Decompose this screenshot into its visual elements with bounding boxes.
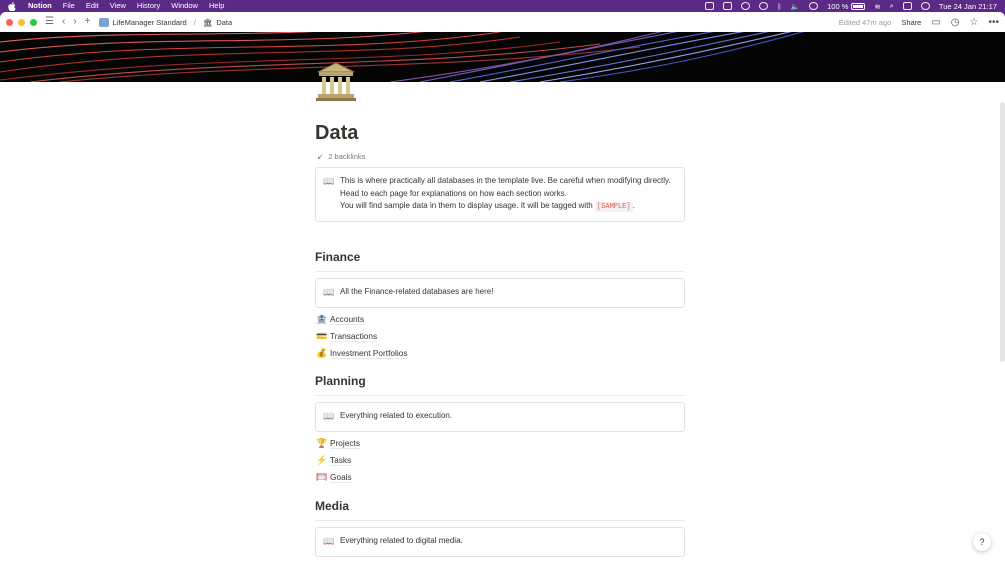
backlinks[interactable] [317, 152, 365, 161]
bank-building-icon[interactable] [314, 60, 358, 104]
breadcrumb [99, 18, 233, 27]
play-icon[interactable] [809, 2, 818, 10]
page-title[interactable]: Data [315, 122, 359, 144]
workspace-icon [99, 18, 109, 27]
sample-tag-code: [SAMPLE] [596, 203, 631, 211]
credit-card-icon: 💳 [316, 331, 328, 341]
status-app-icon[interactable] [705, 2, 714, 10]
open-book-icon: 📖 [323, 176, 335, 186]
battery-status[interactable] [827, 2, 865, 11]
intro-line-1: This is where practically all databases in the template live. Be careful when modifying directly. [340, 176, 671, 185]
window-titlebar [0, 12, 1005, 32]
page-link-label: Accounts [330, 314, 365, 324]
page-link-transactions[interactable] [316, 331, 377, 342]
page-cover[interactable] [0, 32, 1005, 82]
menu-view[interactable]: View [109, 1, 126, 10]
status-sync-icon[interactable] [741, 2, 750, 10]
page-link-label: Goals [330, 472, 352, 482]
macos-menu-bar [0, 0, 1005, 12]
cover-image [0, 32, 1005, 82]
menu-window[interactable]: Window [171, 1, 198, 10]
minimize-window-button[interactable] [18, 19, 25, 26]
open-book-icon: 📖 [323, 287, 335, 297]
finance-heading[interactable]: Finance [315, 250, 361, 264]
breadcrumb-workspace[interactable]: LifeManager Standard [112, 17, 187, 27]
page-link-investment-portfolios[interactable] [316, 348, 407, 359]
clock[interactable]: Tue 24 Jan 21:17 [938, 1, 997, 11]
help-button[interactable]: ? [973, 533, 991, 551]
divider [315, 395, 685, 396]
finance-callout-text: All the Finance-related databases are here! [340, 287, 494, 296]
lightning-icon: ⚡ [316, 455, 328, 465]
intro-line-2: Head to each page for explanations on how each section works. [340, 188, 567, 198]
battery-percent: 100 % [827, 1, 849, 11]
media-callout[interactable] [315, 527, 685, 557]
close-window-button[interactable] [6, 19, 13, 26]
favorite-star-icon[interactable]: ☆ [969, 16, 979, 28]
intro-line-3-end: . [632, 201, 635, 210]
comments-icon[interactable]: ▭ [931, 16, 941, 28]
window-controls [6, 19, 37, 26]
control-center-icon[interactable] [903, 2, 912, 10]
settings-gear-icon[interactable] [759, 2, 768, 10]
forward-arrow-icon[interactable]: › [73, 16, 77, 27]
bluetooth-icon[interactable]: ᛒ [777, 1, 782, 11]
planning-callout-text: Everything related to execution. [340, 411, 453, 420]
intro-line-3-text: You will find sample data in them to display usage. It will be tagged with [340, 201, 595, 210]
media-heading[interactable]: Media [315, 499, 350, 513]
breadcrumb-separator: / [193, 17, 196, 27]
bank-small-icon: 🏛 [202, 17, 213, 27]
volume-icon[interactable]: 🔈 [790, 1, 801, 11]
breadcrumb-page[interactable]: Data [216, 17, 233, 27]
backlinks-count: 2 backlinks [328, 152, 366, 161]
menu-file[interactable]: File [62, 1, 75, 10]
scrollbar[interactable] [1000, 102, 1005, 362]
finance-callout[interactable] [315, 278, 685, 308]
menu-app-name[interactable]: Notion [28, 1, 52, 10]
sidebar-menu-icon[interactable]: ☰ [45, 16, 54, 27]
zoom-window-button[interactable] [30, 19, 37, 26]
share-button[interactable]: Share [901, 17, 922, 27]
page-link-projects[interactable] [316, 438, 360, 449]
goal-net-icon: 🥅 [316, 472, 328, 482]
menu-help[interactable]: Help [208, 1, 225, 10]
intro-callout[interactable] [315, 167, 685, 222]
back-arrow-icon[interactable]: ‹ [61, 16, 66, 27]
open-book-icon: 📖 [323, 536, 335, 546]
battery-icon [851, 3, 865, 10]
menu-history[interactable]: History [136, 1, 161, 10]
trophy-icon: 🏆 [316, 438, 328, 448]
divider [315, 520, 685, 521]
apple-icon[interactable] [8, 2, 16, 11]
edited-timestamp: Edited 47m ago [838, 17, 892, 27]
money-bag-icon: 💰 [316, 348, 328, 358]
page-link-tasks[interactable] [316, 455, 351, 466]
page-link-goals[interactable] [316, 472, 352, 483]
updates-clock-icon[interactable]: ◷ [950, 16, 960, 28]
titlebar-actions [839, 17, 999, 28]
wifi-icon[interactable]: ≋ [874, 1, 881, 11]
notion-window [0, 12, 1005, 565]
intro-line-3 [340, 200, 676, 214]
page-link-label: Projects [330, 438, 360, 448]
app-menu [28, 0, 224, 12]
page-link-label: Investment Portfolios [330, 348, 408, 358]
planning-heading[interactable]: Planning [315, 374, 366, 388]
backlink-arrow-icon: ↙ [317, 152, 324, 161]
new-page-plus-icon[interactable]: + [84, 16, 91, 27]
more-options-icon[interactable]: ••• [988, 16, 999, 28]
open-book-icon: 📖 [323, 411, 335, 421]
bank-icon: 🏦 [316, 314, 328, 324]
page-link-label: Tasks [330, 455, 352, 465]
siri-icon[interactable] [921, 2, 930, 10]
menu-edit[interactable]: Edit [85, 1, 99, 10]
media-callout-text: Everything related to digital media. [340, 536, 463, 545]
divider [315, 271, 685, 272]
status-area [705, 1, 997, 11]
spotlight-search-icon[interactable]: ⌕ [889, 1, 894, 10]
status-box-icon[interactable] [723, 2, 732, 10]
page-link-label: Transactions [330, 331, 378, 341]
planning-callout[interactable] [315, 402, 685, 432]
page-link-accounts[interactable] [316, 314, 364, 325]
